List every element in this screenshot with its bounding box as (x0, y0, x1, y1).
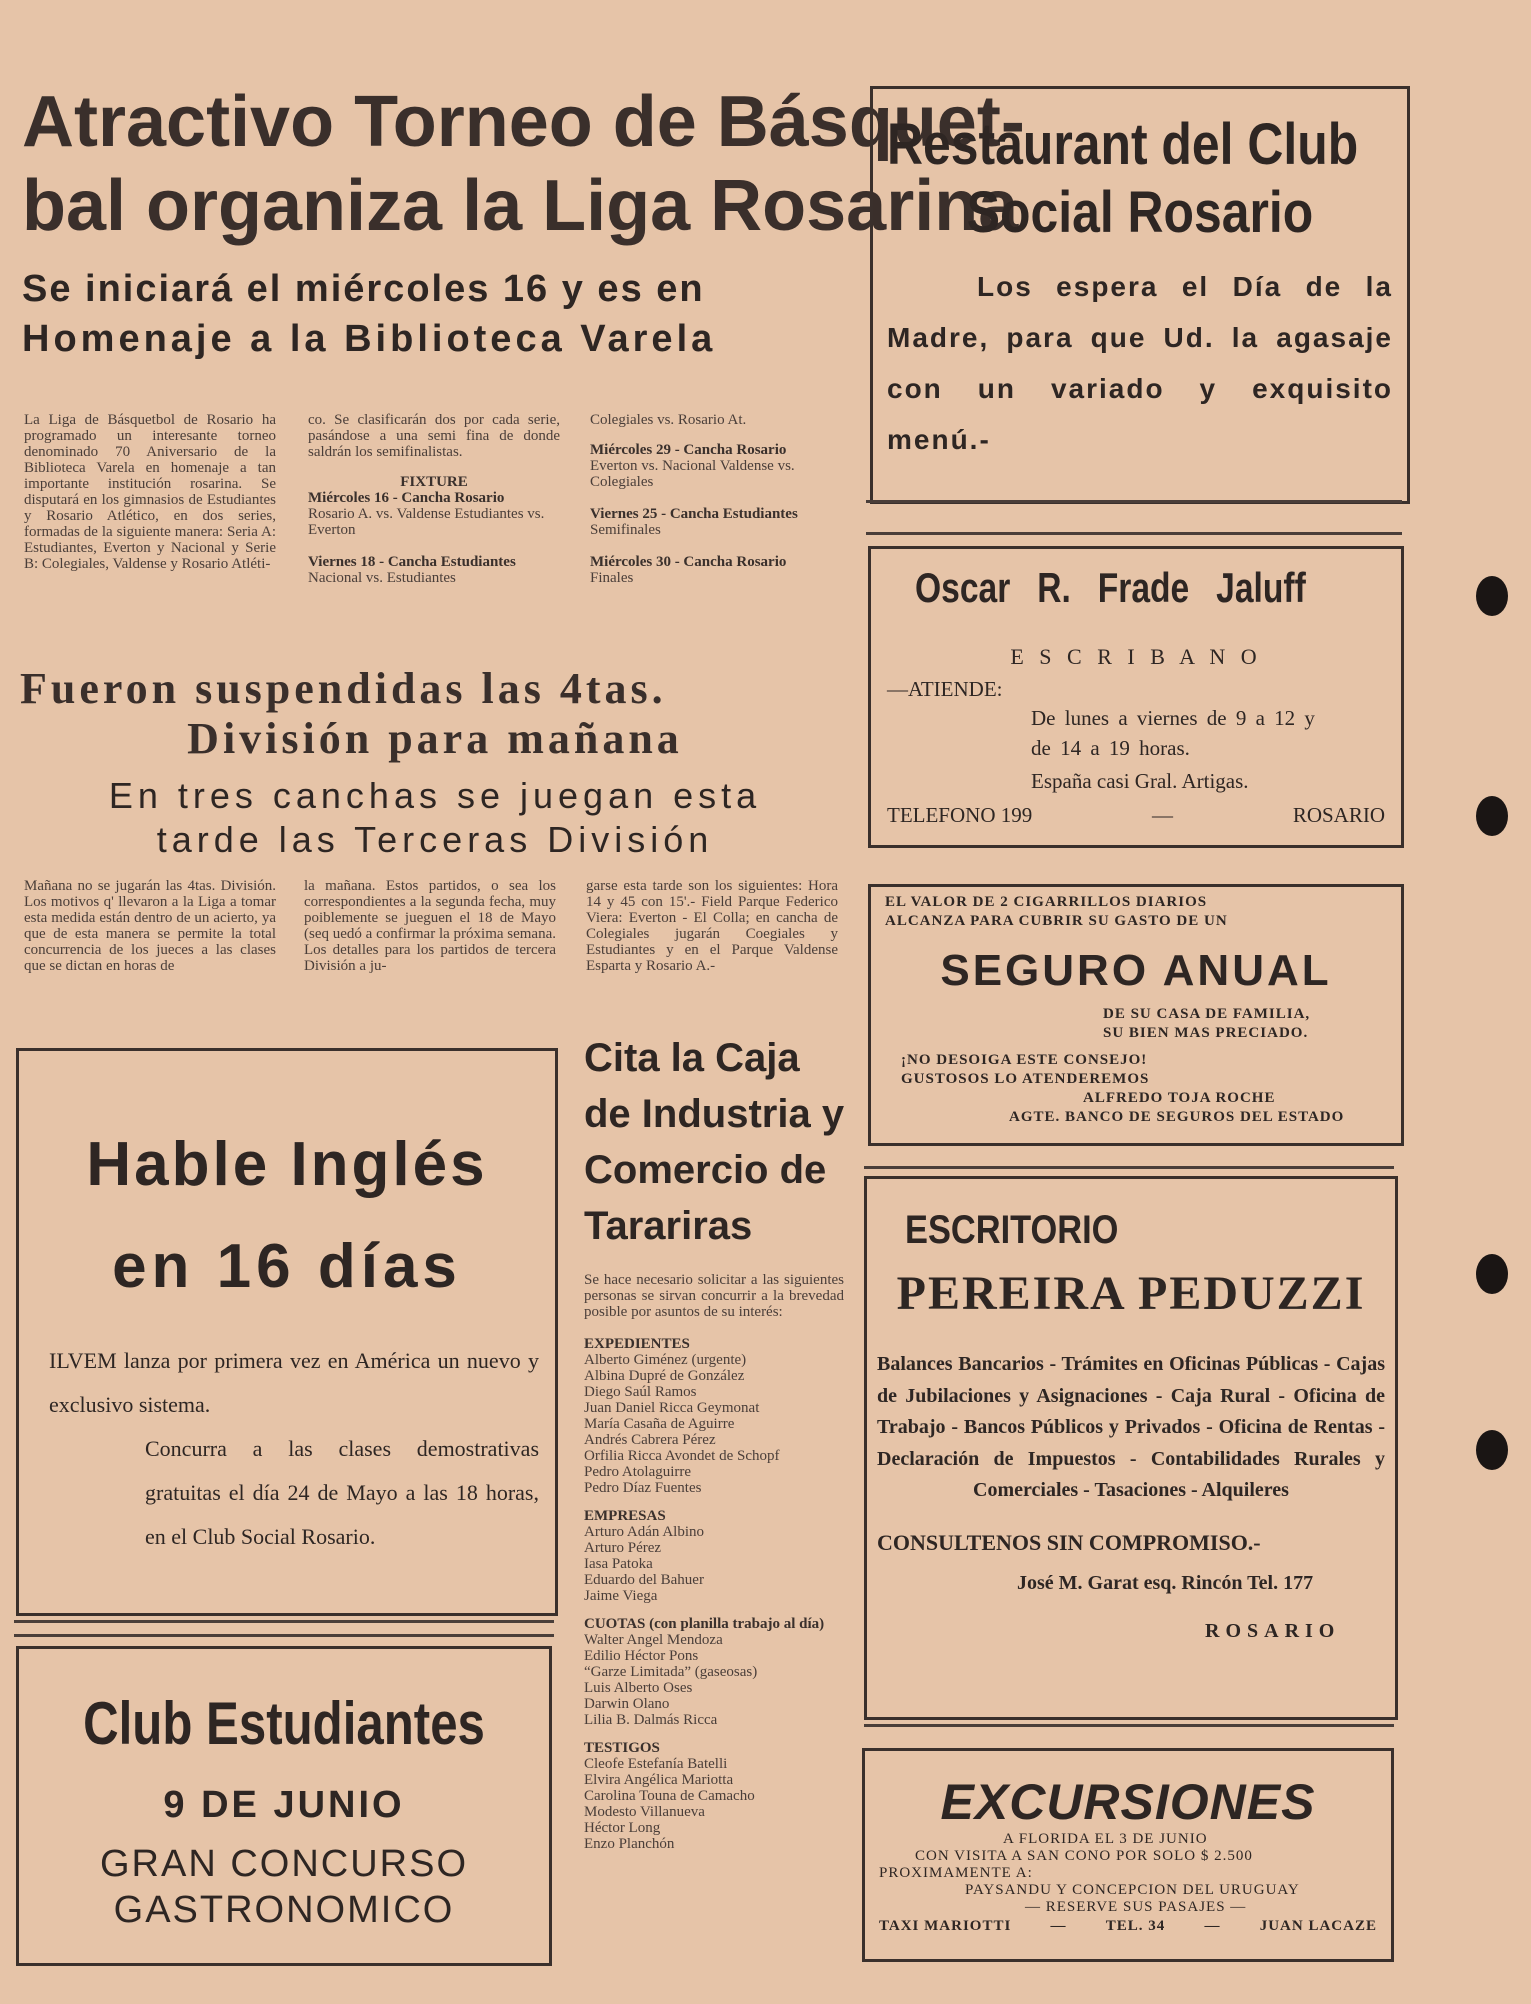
article2-col2: la mañana. Estos partidos, o sea los correspondientes a la segunda fecha, muy poiblemente se jueguen el 18 de Mayo (seq uedó a confirmar la próxima semana. Los detalles para los partidos de tercera División a ju- (304, 878, 556, 974)
fixture-5-head: Miércoles 30 - Cancha Rosario (590, 554, 787, 570)
list-item: Cleofe Estefanía Batelli (584, 1756, 728, 1772)
ad-footer-left: TAXI MARIOTTI (879, 1918, 1012, 1934)
ad-hours-2: de 14 a 19 horas. (1031, 736, 1190, 760)
fixture-3-body: Everton vs. Nacional Valdense vs. Colegiales (590, 458, 795, 490)
ad-line-4: SU BIEN MAS PRECIADO. (1103, 1025, 1309, 1041)
ad-role: E S C R I B A N O (1010, 644, 1262, 669)
divider-rule (864, 1166, 1394, 1169)
ad-title: Club Estudiantes (83, 1690, 485, 1757)
list-item: Alberto Giménez (urgente) (584, 1352, 747, 1368)
section-title: TESTIGOS (584, 1740, 660, 1756)
ad-consult: CONSULTENOS SIN COMPROMISO.- (877, 1529, 1261, 1555)
ad-hable-ingles (16, 1048, 558, 1616)
ad-line-6: GUSTOSOS LO ATENDEREMOS (901, 1071, 1150, 1087)
article-cuartas (20, 664, 850, 862)
ad-dash: — (1152, 803, 1174, 827)
list-item: Héctor Long (584, 1820, 661, 1836)
headline-line-3: Comercio de (584, 1148, 827, 1192)
article-caja-industria (584, 1030, 844, 1852)
list-item: Pedro Díaz Fuentes (584, 1480, 702, 1496)
list-item: Jaime Viega (584, 1588, 658, 1604)
list-item: Eduardo del Bahuer (584, 1572, 704, 1588)
binder-hole (1476, 1430, 1508, 1470)
fixture-1-body: Rosario A. vs. Valdense Estudiantes vs. Everton (308, 506, 545, 538)
fixture-5-body: Finales (590, 570, 634, 586)
fixture-2-head: Viernes 18 - Cancha Estudiantes (308, 554, 516, 570)
list-item: Luis Alberto Oses (584, 1680, 693, 1696)
article2-col1: Mañana no se jugarán las 4tas. División. Los motivos q' llevaron a la Liga a tomar esta medida están dentro de un acierto, ya que de esta manera se permite la total concurrencia de los jueces a las clases que se dictan en horas de (24, 878, 276, 974)
ad-title-line-1: Hable Inglés (86, 1130, 488, 1199)
list-item: Elvira Angélica Mariotta (584, 1772, 734, 1788)
fixture-1-head: Miércoles 16 - Cancha Rosario (308, 490, 505, 506)
list-item: Edilio Héctor Pons (584, 1648, 699, 1664)
list-item: Andrés Cabrera Pérez (584, 1432, 716, 1448)
fixture-4-body: Semifinales (590, 522, 661, 538)
ad-label: ESCRITORIO (905, 1208, 1119, 1252)
ad-footer-mid: TEL. 34 (1105, 1918, 1166, 1934)
ad-city: ROSARIO (1205, 1619, 1341, 1642)
list-item: Pedro Atolaguirre (584, 1464, 692, 1480)
article-basquetbol (22, 80, 1025, 364)
list-item: María Casaña de Aguirre (584, 1416, 735, 1432)
list-item: Walter Angel Mendoza (584, 1632, 723, 1648)
list-item: Arturo Pérez (584, 1540, 662, 1556)
list-item: Lilia B. Dalmás Ricca (584, 1712, 718, 1728)
ad-line-5: — RESERVE SUS PASAJES — (1025, 1899, 1247, 1915)
article3-intro: Se hace necesario solicitar a las siguientes personas se sirvan concurrir a la brevedad posible por asuntos de su interés: (584, 1272, 844, 1320)
ad-escribano (868, 546, 1404, 848)
fixture-2-body: Nacional vs. Estudiantes (308, 570, 456, 586)
ad-phone: TELEFONO 199 (887, 803, 1033, 827)
binder-hole (1476, 1254, 1508, 1294)
ad-club-estudiantes (16, 1646, 552, 1966)
list-item: “Garze Limitada” (gaseosas) (584, 1664, 758, 1680)
ad-line-2: ALCANZA PARA CUBRIR SU GASTO DE UN (885, 913, 1228, 929)
ad-footer-dash-2: — (1204, 1918, 1221, 1934)
ad-pereira-peduzzi (864, 1176, 1398, 1720)
headline-line-1: Cita la Caja (584, 1036, 800, 1080)
article3-sections (584, 1336, 844, 1852)
ad-seguro-anual (868, 884, 1404, 1146)
ad-title-line-2: Social Rosario (966, 180, 1314, 245)
ad-line-7: ALFREDO TOJA ROCHE (1083, 1090, 1276, 1106)
divider-rule (14, 1620, 554, 1623)
ad-title: PEREIRA PEDUZZI (896, 1267, 1366, 1320)
ad-line-4: PAYSANDU Y CONCEPCION DEL URUGUAY (965, 1882, 1300, 1898)
ad-footer (879, 1918, 1377, 1935)
ad-address: José M. Garat esq. Rincón Tel. 177 (1017, 1571, 1314, 1594)
divider-rule (866, 500, 1402, 503)
section-title: EXPEDIENTES (584, 1336, 690, 1352)
ad-hours-1: De lunes a viernes de 9 a 12 y (1031, 706, 1315, 730)
ad-city: ROSARIO (1292, 803, 1385, 827)
ad-restaurant (870, 86, 1410, 504)
divider-rule (864, 1724, 1394, 1727)
ad-excursiones (862, 1748, 1394, 1962)
subheadline-line-2: tarde las Terceras División (156, 819, 714, 860)
ad-body-2: Concurra a las clases demostrativas gratuitas el día 24 de Mayo a las 18 horas, en el Club Social Rosario. (145, 1436, 539, 1549)
headline-line-2: bal organiza la Liga Rosarina (22, 166, 1019, 246)
ad-body-1: ILVEM lanza por primera vez en América un nuevo y exclusivo sistema. (49, 1348, 539, 1417)
article1-col3 (590, 412, 842, 586)
ad-address: España casi Gral. Artigas. (1031, 769, 1249, 793)
fixture-title: FIXTURE (400, 474, 468, 490)
article2-col3: garse esta tarde son los siguientes: Hora 14 y 45 con 15'.- Field Parque Federico Viera: Everton - El Colla; en cancha de Colegiales jugarán Coegiales y Estudiantes y en el Parque Valdense Esparta y Rosario A.- (586, 878, 838, 974)
ad-body: Los espera el Día de la Madre, para que Ud. la agasaje con un variado y exquisito menú.- (887, 271, 1393, 455)
ad-title-line-1: Restaurant del Club (887, 112, 1359, 177)
divider-rule (14, 1634, 554, 1637)
list-item: Arturo Adán Albino (584, 1524, 704, 1540)
ad-date: 9 DE JUNIO (163, 1784, 405, 1826)
ad-title: SEGURO ANUAL (940, 946, 1332, 995)
list-item: Orfilia Ricca Avondet de Schopf (584, 1448, 780, 1464)
headline-line-4: Tarariras (584, 1204, 753, 1248)
ad-footer-right: JUAN LACAZE (1259, 1918, 1377, 1934)
ad-line-8: AGTE. BANCO DE SEGUROS DEL ESTADO (1009, 1109, 1345, 1125)
article1-col3-top: Colegiales vs. Rosario At. (590, 412, 747, 428)
subheadline-line-2: Homenaje a la Biblioteca Varela (22, 318, 717, 360)
ad-line-2: GASTRONOMICO (113, 1889, 455, 1931)
article1-col2 (308, 412, 560, 586)
list-item: Iasa Patoka (584, 1556, 653, 1572)
ad-footer-dash-1: — (1050, 1918, 1067, 1934)
article1-col2-intro: co. Se clasificarán dos por cada serie, pasándose a una semi fina de donde saldrán los semifinalistas. (308, 412, 560, 460)
fixture-3-head: Miércoles 29 - Cancha Rosario (590, 442, 787, 458)
list-item: Darwin Olano (584, 1696, 670, 1712)
list-item: Modesto Villanueva (584, 1804, 705, 1820)
ad-atiende: —ATIENDE: (887, 677, 1003, 701)
ad-line-1: A FLORIDA EL 3 DE JUNIO (1003, 1831, 1208, 1847)
headline-line-1: Fueron suspendidas las 4tas. (20, 664, 667, 713)
ad-services: Balances Bancarios - Trámites en Oficinas Públicas - Cajas de Jubilaciones y Asignaciones - Caja Rural - Oficina de Trabajo - Bancos Públicos y Privados - Oficina de Rentas - Declaración de Impuestos - Contabilidades Rurales y Comerciales - Tasaciones - Alquileres (877, 1353, 1385, 1501)
section-title: CUOTAS (con planilla trabajo al día) (584, 1616, 825, 1632)
ad-footer (887, 801, 1385, 829)
ad-line-2: CON VISITA A SAN CONO POR SOLO $ 2.500 (915, 1848, 1253, 1864)
ad-line-1: GRAN CONCURSO (99, 1843, 469, 1885)
ad-title: EXCURSIONES (940, 1774, 1316, 1830)
ad-title-line-2: en 16 días (112, 1232, 462, 1301)
ad-name: Oscar R. Frade Jaluff (915, 564, 1306, 611)
subheadline-line-1: En tres canchas se juegan esta (108, 775, 762, 816)
article1-col1: La Liga de Básquetbol de Rosario ha programado un interesante torneo denominado 70 Aniversario de la Biblioteca Varela en homenaje a tan importante institución rosarina. Se disputará en los gimnasios de Estudiantes y Rosario Atlético, en dos series, formadas de la siguiente manera: Seria A: Estudiantes, Everton y Nacional y Serie B: Colegiales, Valdense y Rosario Atléti- (24, 412, 276, 572)
section-title: EMPRESAS (584, 1508, 666, 1524)
list-item: Enzo Planchón (584, 1836, 675, 1852)
divider-rule (866, 532, 1402, 535)
list-item: Albina Dupré de González (584, 1368, 745, 1384)
headline-line-1: Atractivo Torneo de Básquet- (22, 82, 1025, 162)
binder-hole (1476, 576, 1508, 616)
subheadline-line-1: Se iniciará el miércoles 16 y es en (22, 268, 705, 310)
ad-line-5: ¡NO DESOIGA ESTE CONSEJO! (901, 1052, 1148, 1068)
list-item: Diego Saúl Ramos (584, 1384, 697, 1400)
binder-hole (1476, 796, 1508, 836)
list-item: Carolina Touna de Camacho (584, 1788, 755, 1804)
headline-line-2: División para mañana (187, 714, 683, 763)
ad-line-3: DE SU CASA DE FAMILIA, (1103, 1006, 1311, 1022)
headline-line-2: de Industria y (584, 1092, 845, 1136)
list-item: Juan Daniel Ricca Geymonat (584, 1400, 760, 1416)
fixture-4-head: Viernes 25 - Cancha Estudiantes (590, 506, 798, 522)
ad-line-1: EL VALOR DE 2 CIGARRILLOS DIARIOS (885, 894, 1208, 910)
ad-line-3: PROXIMAMENTE A: (879, 1865, 1033, 1881)
